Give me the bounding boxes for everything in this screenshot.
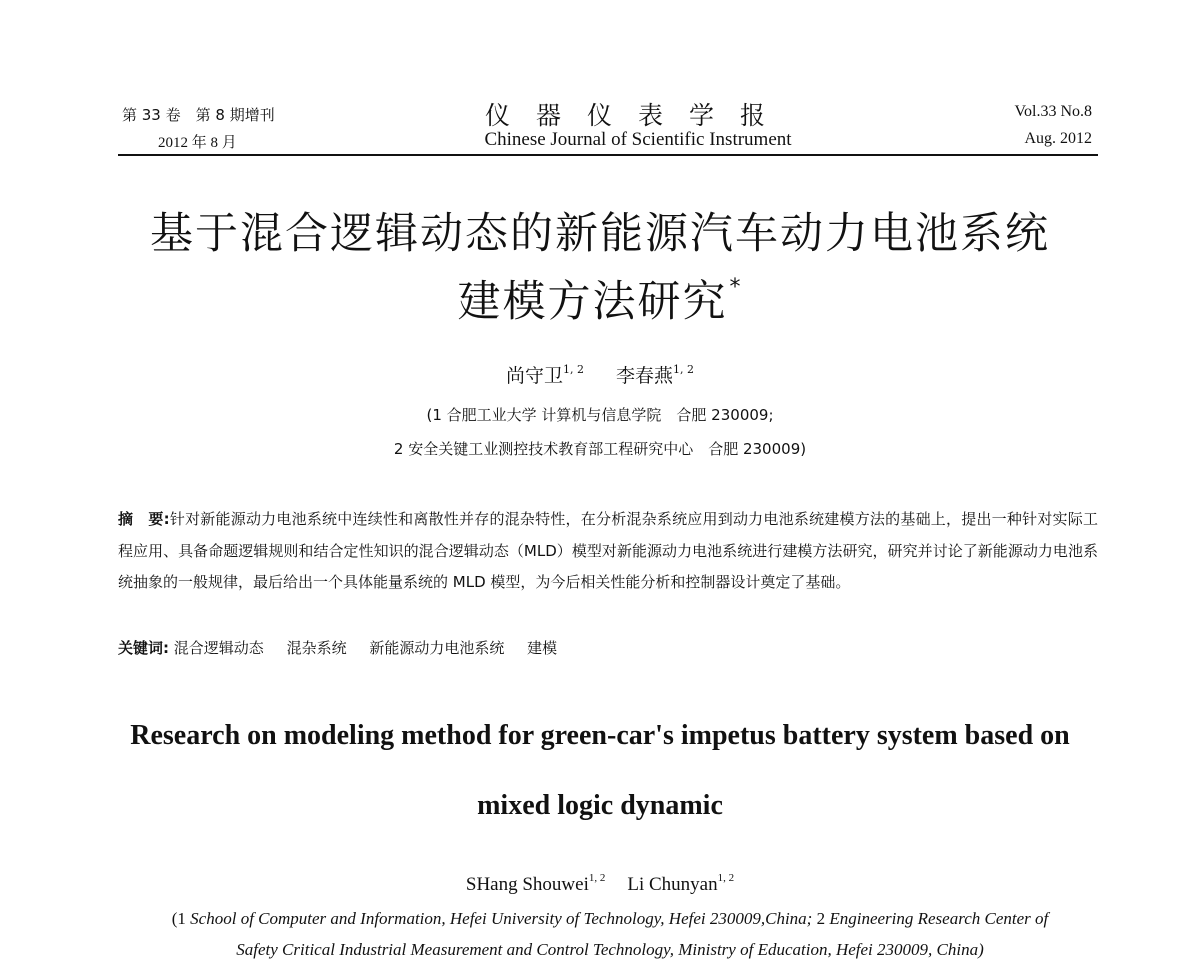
abstract-cn bbox=[118, 504, 1098, 599]
keyword-item: 混杂系统 bbox=[286, 639, 347, 657]
title-footnote-mark: * bbox=[729, 275, 743, 300]
affiliation-en-part-2: Engineering Research Center of bbox=[829, 909, 1049, 928]
abstract-text: 针对新能源动力电池系统中连续性和离散性并存的混杂特性，在分析混杂系统应用到动力电池系统建模方法的基础上，提出一种针对实际工程应用、具备命题逻辑规则和结合定性知识的混合逻辑动态（MLD）模型对新能源动力电池系统进行建模方法研究，研究并讨论了新能源动力电池系统抽象的一般规律，最后给出一个具体能量系统的 MLD 模型，为今后相关性能分析和控制器设计奠定了基础。 bbox=[118, 510, 1098, 591]
header-rule bbox=[118, 154, 1098, 156]
author-en-affiliation-mark: 1, 2 bbox=[588, 872, 606, 884]
abstract-label: 摘 要: bbox=[118, 510, 170, 528]
volume-issue-en: Vol.33 No.8 bbox=[1014, 103, 1092, 120]
authors-cn bbox=[300, 361, 900, 388]
keyword-item: 新能源动力电池系统 bbox=[369, 639, 505, 657]
affiliation-en-num-2: 2 bbox=[816, 909, 826, 928]
affiliation-en-line-2: Safety Critical Industrial Measurement and Control Technology, Ministry of Education, Hefei 230009, China) bbox=[236, 940, 984, 959]
author-en-name: Li Chunyan bbox=[627, 874, 718, 895]
keywords-cn bbox=[118, 637, 1098, 658]
affiliation-en-line-1 bbox=[120, 909, 1100, 929]
author-en-name: SHang Shouwei bbox=[465, 874, 589, 895]
author-cn-name: 尚守卫 bbox=[505, 365, 563, 387]
title-en-line-1: Research on modeling method for green-car's impetus battery system based on bbox=[130, 720, 1070, 751]
author-cn-affiliation-mark: 1, 2 bbox=[563, 363, 584, 376]
affiliation-en-part-1: School of Computer and Information, Hefei University of Technology, Hefei 230009,China; bbox=[190, 909, 813, 928]
title-en-line-2: mixed logic dynamic bbox=[477, 790, 723, 821]
keyword-item: 混合逻辑动态 bbox=[173, 639, 264, 657]
date-en: Aug. 2012 bbox=[1024, 130, 1092, 147]
date-cn: 2012 年 8 月 bbox=[158, 135, 237, 151]
authors-en bbox=[300, 872, 900, 896]
author-en-affiliation-mark: 1, 2 bbox=[717, 872, 735, 884]
author-cn-name: 李春燕 bbox=[616, 365, 674, 387]
title-cn-line-2-text: 建模方法研究 bbox=[457, 277, 728, 327]
keyword-item: 建模 bbox=[527, 639, 558, 657]
journal-name-cn: 仪器仪表学报 bbox=[484, 101, 791, 130]
volume-issue-cn: 第 33 卷 第 8 期增刊 bbox=[122, 106, 275, 124]
journal-name-en: Chinese Journal of Scientific Instrument bbox=[484, 129, 792, 150]
author-cn-affiliation-mark: 1, 2 bbox=[673, 363, 695, 376]
running-header bbox=[118, 100, 1098, 156]
title-cn-line-1: 基于混合逻辑动态的新能源汽车动力电池系统 bbox=[150, 209, 1050, 259]
keywords-label: 关键词: bbox=[118, 639, 169, 657]
affiliation-cn-line-2: 2 安全关键工业测控技术教育部工程研究中心 合肥 230009) bbox=[393, 440, 807, 458]
affiliation-cn-line-1: (1 合肥工业大学 计算机与信息学院 合肥 230009; bbox=[426, 406, 774, 424]
affiliation-en-num-1: (1 bbox=[171, 909, 186, 928]
title-cn-line-2 bbox=[100, 268, 1100, 329]
